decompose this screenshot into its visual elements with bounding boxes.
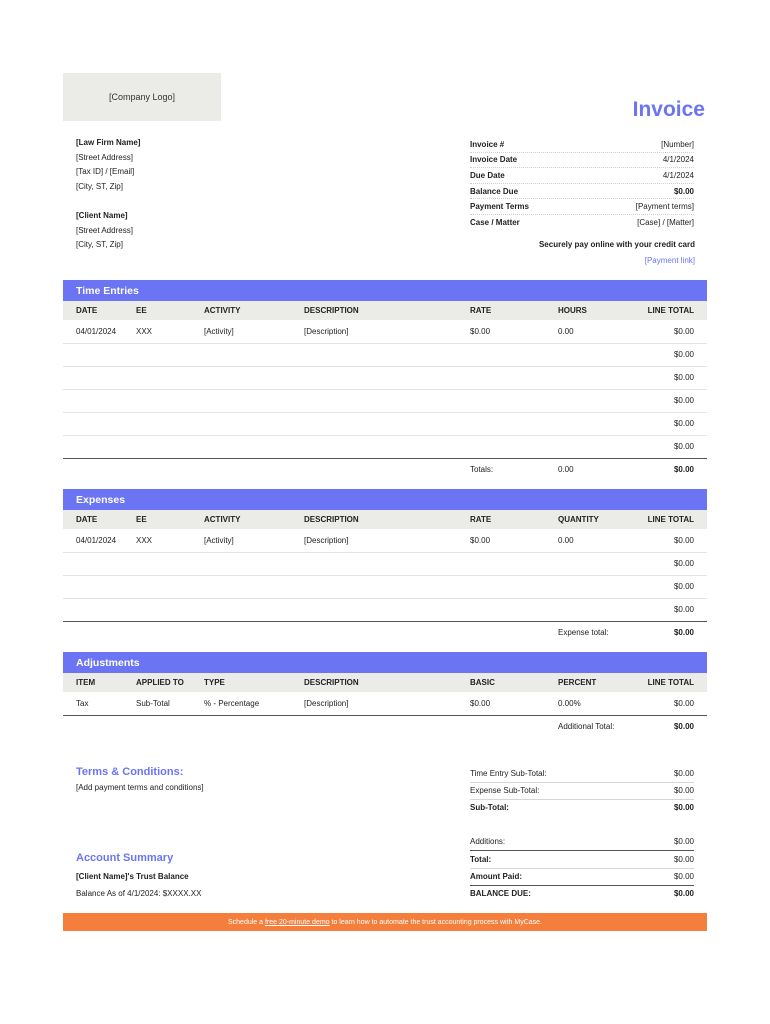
table-row[interactable] [63, 366, 707, 390]
meta-label: Case / Matter [470, 217, 520, 227]
pay-online-text: Securely pay online with your credit card [538, 240, 695, 249]
client-address-block [76, 209, 133, 253]
meta-value[interactable]: 4/1/2024 [662, 170, 694, 180]
cell-line-total: $0.00 [673, 699, 694, 708]
col-header-rate: RATE [470, 306, 492, 315]
summary-label: Total: [470, 855, 492, 864]
cell-quantity[interactable]: 0.00 [558, 536, 574, 545]
expenses-header: Expenses [63, 489, 707, 510]
summary-value: $0.00 [673, 889, 694, 898]
time-entries-header: Time Entries [63, 280, 707, 301]
cell-basic[interactable]: $0.00 [470, 699, 491, 708]
col-header-hours: HOURS [558, 306, 587, 315]
table-row[interactable] [63, 412, 707, 436]
col-header-date: DATE [76, 515, 98, 524]
footer-text-after: to learn how to automate the trust accounting process with MyCase. [329, 918, 543, 926]
terms-text[interactable]: [Add payment terms and conditions] [76, 783, 204, 792]
additions-row [470, 833, 694, 851]
cell-rate[interactable]: $0.00 [470, 327, 491, 336]
totals-label: Totals: [470, 465, 494, 474]
company-logo-placeholder: [Company Logo] [63, 73, 221, 121]
cell-type[interactable]: % - Percentage [204, 699, 260, 708]
cell-activity[interactable]: [Activity] [204, 327, 234, 336]
table-row[interactable] [63, 575, 707, 599]
cell-line-total: $0.00 [673, 373, 694, 382]
firm-name: [Law Firm Name] [76, 138, 141, 147]
col-header-activity: ACTIVITY [204, 515, 241, 524]
table-row[interactable] [63, 343, 707, 367]
additional-total-row [63, 715, 707, 738]
meta-value[interactable]: [Number] [661, 139, 694, 149]
meta-value: $0.00 [673, 186, 694, 196]
table-row[interactable] [63, 598, 707, 622]
cell-rate[interactable]: $0.00 [470, 536, 491, 545]
col-header-line-total: LINE TOTAL [647, 515, 694, 524]
meta-row-balance-due [470, 184, 694, 200]
meta-label: Due Date [470, 170, 505, 180]
additional-total-value: $0.00 [673, 722, 694, 731]
summary-value: $0.00 [673, 837, 694, 846]
expense-total-value: $0.00 [673, 628, 694, 637]
meta-row-invoice-number [470, 137, 694, 153]
summary-value: $0.00 [673, 803, 694, 812]
footer-demo-link[interactable]: free 20-minute demo [264, 918, 330, 926]
meta-value[interactable]: [Payment terms] [635, 202, 694, 212]
summary-label: Amount Paid: [470, 872, 522, 881]
col-header-line-total: LINE TOTAL [647, 678, 694, 687]
col-header-description: DESCRIPTION [304, 515, 359, 524]
time-entry-subtotal-row [470, 765, 694, 783]
table-row[interactable] [63, 529, 707, 553]
summary-label: Additions: [470, 837, 506, 846]
table-row[interactable] [63, 552, 707, 576]
amount-paid-row [470, 868, 694, 886]
table-row[interactable] [63, 692, 707, 716]
client-city: [City, ST, Zip] [76, 240, 123, 249]
col-header-basic: BASIC [470, 678, 495, 687]
expense-total-label: Expense total: [558, 628, 609, 637]
cell-ee[interactable]: XXX [136, 536, 153, 545]
firm-tax-email: [Tax ID] / [Email] [76, 167, 135, 176]
expense-subtotal-row [470, 782, 694, 800]
summary-label: Time Entry Sub-Total: [470, 769, 547, 778]
cell-line-total: $0.00 [673, 419, 694, 428]
meta-row-invoice-date [470, 153, 694, 169]
footer-banner [63, 913, 707, 931]
meta-value[interactable]: [Case] / [Matter] [637, 217, 694, 227]
total-row [470, 851, 694, 869]
balance-due-row [470, 885, 694, 902]
col-header-ee: EE [136, 515, 147, 524]
col-header-date: DATE [76, 306, 98, 315]
time-totals-row [63, 458, 707, 481]
col-header-description: DESCRIPTION [304, 678, 359, 687]
cell-applied-to[interactable]: Sub-Total [136, 699, 170, 708]
invoice-title: Invoice [632, 98, 705, 121]
summary-label: BALANCE DUE: [470, 889, 531, 898]
firm-address-block [76, 136, 140, 194]
cell-hours[interactable]: 0.00 [558, 327, 574, 336]
subtotal-row [470, 799, 694, 816]
firm-street: [Street Address] [76, 152, 133, 162]
col-header-description: DESCRIPTION [304, 306, 359, 315]
balance-as-of: Balance As of 4/1/2024: $XXXX.XX [76, 889, 202, 898]
firm-city: [City, ST, Zip] [76, 181, 123, 191]
cell-date[interactable]: 04/01/2024 [76, 536, 117, 545]
cell-line-total: $0.00 [673, 582, 694, 591]
cell-line-total: $0.00 [673, 605, 694, 614]
cell-item[interactable]: Tax [76, 699, 89, 708]
col-header-rate: RATE [470, 515, 492, 524]
col-header-line-total: LINE TOTAL [647, 306, 694, 315]
client-street: [Street Address] [76, 225, 133, 235]
col-header-activity: ACTIVITY [204, 306, 241, 315]
meta-row-payment-terms [470, 199, 694, 215]
expenses-column-headers [63, 510, 707, 529]
summary-value: $0.00 [673, 786, 694, 795]
totals-value: $0.00 [673, 465, 694, 474]
summary-value: $0.00 [673, 855, 694, 864]
expense-total-row [63, 621, 707, 644]
summary-label: Sub-Total: [470, 803, 509, 812]
cell-percent[interactable]: 0.00% [558, 699, 581, 708]
summary-value: $0.00 [673, 769, 694, 778]
adjustments-column-headers [63, 673, 707, 692]
meta-label: Balance Due [470, 186, 519, 196]
cell-line-total: $0.00 [673, 396, 694, 405]
cell-activity[interactable]: [Activity] [204, 536, 234, 545]
cell-line-total: $0.00 [673, 442, 694, 451]
adjustments-header: Adjustments [63, 652, 707, 673]
footer-text-before: Schedule a [227, 918, 265, 926]
table-row[interactable] [63, 320, 707, 344]
col-header-item: ITEM [76, 678, 96, 687]
col-header-type: TYPE [204, 678, 225, 687]
cell-line-total: $0.00 [673, 559, 694, 568]
client-name: [Client Name] [76, 211, 128, 220]
cell-description[interactable]: [Description] [304, 699, 349, 708]
terms-heading: Terms & Conditions: [76, 766, 184, 778]
summary-label: Expense Sub-Total: [470, 786, 540, 795]
cell-line-total: $0.00 [673, 350, 694, 359]
cell-line-total: $0.00 [673, 327, 694, 336]
cell-date[interactable]: 04/01/2024 [76, 327, 117, 336]
meta-label: Payment Terms [470, 202, 529, 212]
col-header-ee: EE [136, 306, 147, 315]
cell-description[interactable]: [Description] [304, 327, 349, 336]
col-header-applied-to: APPLIED TO [136, 678, 184, 687]
table-row[interactable] [63, 435, 707, 459]
col-header-quantity: QUANTITY [558, 515, 599, 524]
account-summary-heading: Account Summary [76, 852, 174, 864]
payment-link[interactable]: [Payment link] [644, 256, 695, 265]
summary-value: $0.00 [673, 872, 694, 881]
meta-label: Invoice # [470, 139, 505, 149]
meta-row-due-date [470, 168, 694, 184]
time-entries-column-headers [63, 301, 707, 320]
additional-total-label: Additional Total: [558, 722, 615, 731]
trust-balance-label: [Client Name]'s Trust Balance [76, 872, 189, 881]
cell-ee[interactable]: XXX [136, 327, 153, 336]
meta-value[interactable]: 4/1/2024 [662, 155, 694, 165]
col-header-percent: PERCENT [558, 678, 597, 687]
totals-hours: 0.00 [558, 465, 574, 474]
cell-line-total: $0.00 [673, 536, 694, 545]
table-row[interactable] [63, 389, 707, 413]
meta-row-case-matter [470, 215, 694, 230]
meta-label: Invoice Date [470, 155, 518, 165]
cell-description[interactable]: [Description] [304, 536, 349, 545]
invoice-meta-table [470, 137, 694, 230]
